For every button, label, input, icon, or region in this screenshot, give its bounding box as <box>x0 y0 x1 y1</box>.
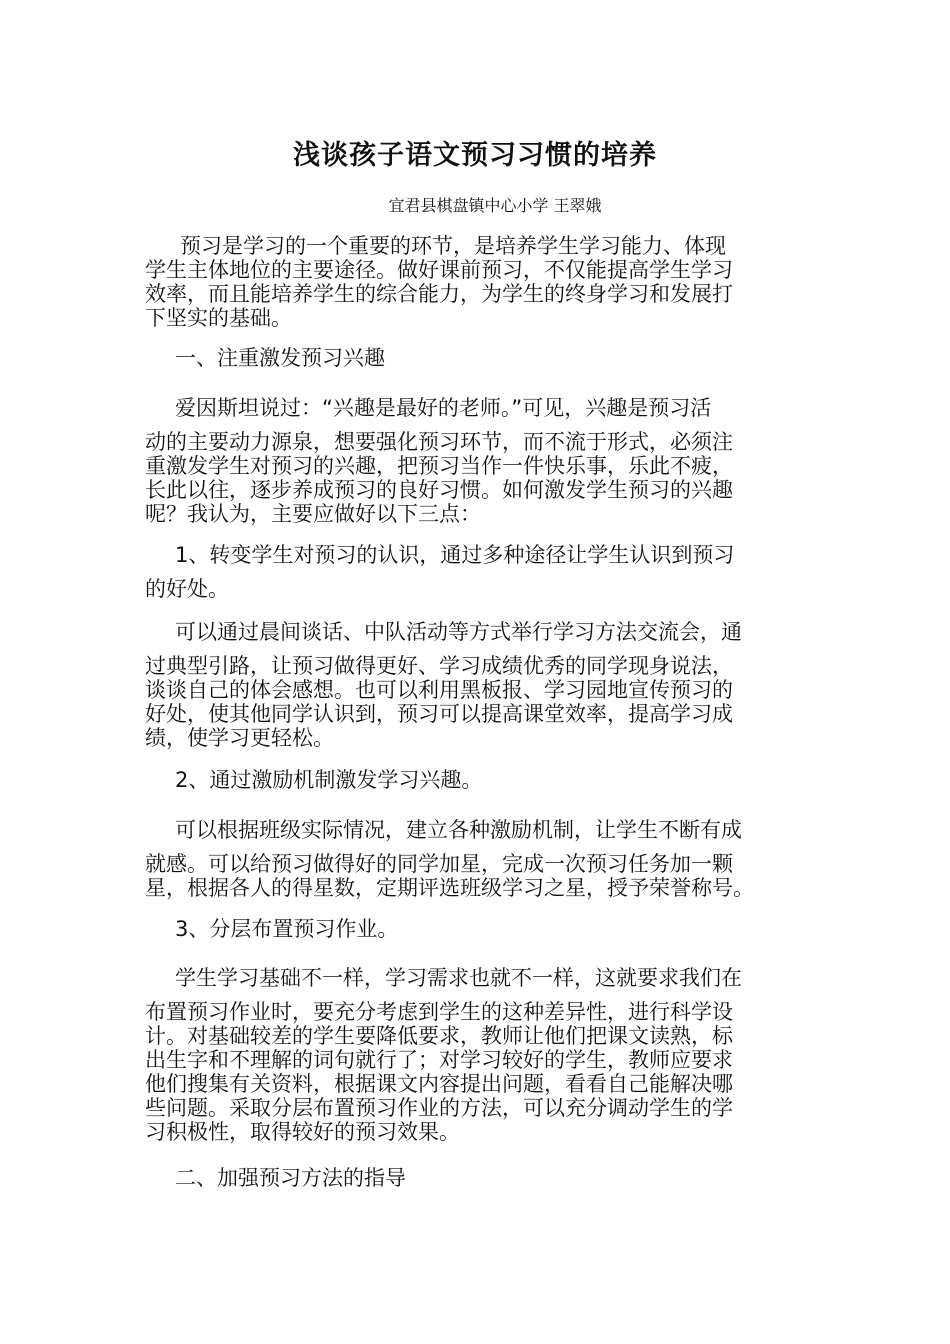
text-line: 计。对基础较差的学生要降低要求，教师让他们把课文读熟，标 <box>145 1024 733 1048</box>
heading-text: 二、加强预习方法的指导 <box>175 1166 406 1190</box>
text-line: 2、通过激励机制激发学习兴趣。 <box>175 768 483 792</box>
paragraph-subheading <box>145 768 810 792</box>
text-line: 好处，使其他同学认识到，预习可以提高课堂效率，提高学习成 <box>145 702 733 726</box>
paragraph-subheading <box>145 917 810 941</box>
text-line: 重激发学生对预习的兴趣，把预习当作一件快乐事，乐此不疲， <box>145 454 733 478</box>
text-line: 学生主体地位的主要途径。做好课前预习，不仅能提高学生学习 <box>145 258 733 282</box>
text-line: 出生字和不理解的词句就行了；对学习较好的学生，教师应要求 <box>145 1048 733 1072</box>
paragraph <box>145 966 810 1144</box>
text-line: 长此以往，逐步养成预习的良好习惯。如何激发学生预习的兴趣 <box>145 478 733 502</box>
text-line: 就感。可以给预习做得好的同学加星，完成一次预习任务加一颗 <box>145 852 733 876</box>
heading-text: 一、注重激发预习兴趣 <box>175 346 385 370</box>
text-line: 他们搜集有关资料，根据课文内容提出问题，看看自己能解决哪 <box>145 1072 733 1096</box>
paragraph-subheading <box>145 543 810 601</box>
text-line: 1、转变学生对预习的认识，通过多种途径让学生认识到预习 <box>175 543 735 567</box>
text-line: 的好处。 <box>145 577 229 601</box>
paragraph-intro <box>145 234 810 330</box>
text-line: 爱因斯坦说过：“兴趣是最好的老师。”可见，兴趣是预习活 <box>175 396 712 420</box>
section-heading <box>145 1166 810 1190</box>
text-line: 些问题。采取分层布置预习作业的方法，可以充分调动学生的学 <box>145 1096 733 1120</box>
text-line: 3、分层布置预习作业。 <box>175 917 399 941</box>
paragraph <box>145 818 810 900</box>
text-line: 效率，而且能培养学生的综合能力，为学生的终身学习和发展打 <box>145 282 733 306</box>
document-author: 宜君县棋盘镇中心小学 王翠娥 <box>388 196 602 215</box>
text-line: 布置预习作业时，要充分考虑到学生的这种差异性，进行科学设 <box>145 1000 733 1024</box>
paragraph <box>145 620 810 750</box>
text-line: 习积极性，取得较好的预习效果。 <box>145 1120 460 1144</box>
section-heading <box>145 346 810 370</box>
text-line: 可以根据班级实际情况，建立各种激励机制，让学生不断有成 <box>175 818 742 842</box>
paragraph <box>145 396 810 526</box>
text-line: 动的主要动力源泉，想要强化预习环节，而不流于形式，必须注 <box>145 430 733 454</box>
text-line: 学生学习基础不一样，学习需求也就不一样，这就要求我们在 <box>175 966 742 990</box>
text-line: 星，根据各人的得星数，定期评选班级学习之星，授予荣誉称号。 <box>145 876 754 900</box>
text-line: 呢？我认为，主要应做好以下三点： <box>145 502 481 526</box>
text-line: 下坚实的基础。 <box>145 306 292 330</box>
text-line: 过典型引路，让预习做得更好、学习成绩优秀的同学现身说法， <box>145 654 733 678</box>
text-line: 绩，使学习更轻松。 <box>145 726 334 750</box>
text-line: 预习是学习的一个重要的环节，是培养学生学习能力、体现 <box>180 234 726 258</box>
text-line: 谈谈自己的体会感想。也可以利用黑板报、学习园地宣传预习的 <box>145 678 733 702</box>
text-line: 可以通过晨间谈话、中队活动等方式举行学习方法交流会，通 <box>175 620 742 644</box>
document-title: 浅谈孩子语文预习习惯的培养 <box>293 140 657 171</box>
